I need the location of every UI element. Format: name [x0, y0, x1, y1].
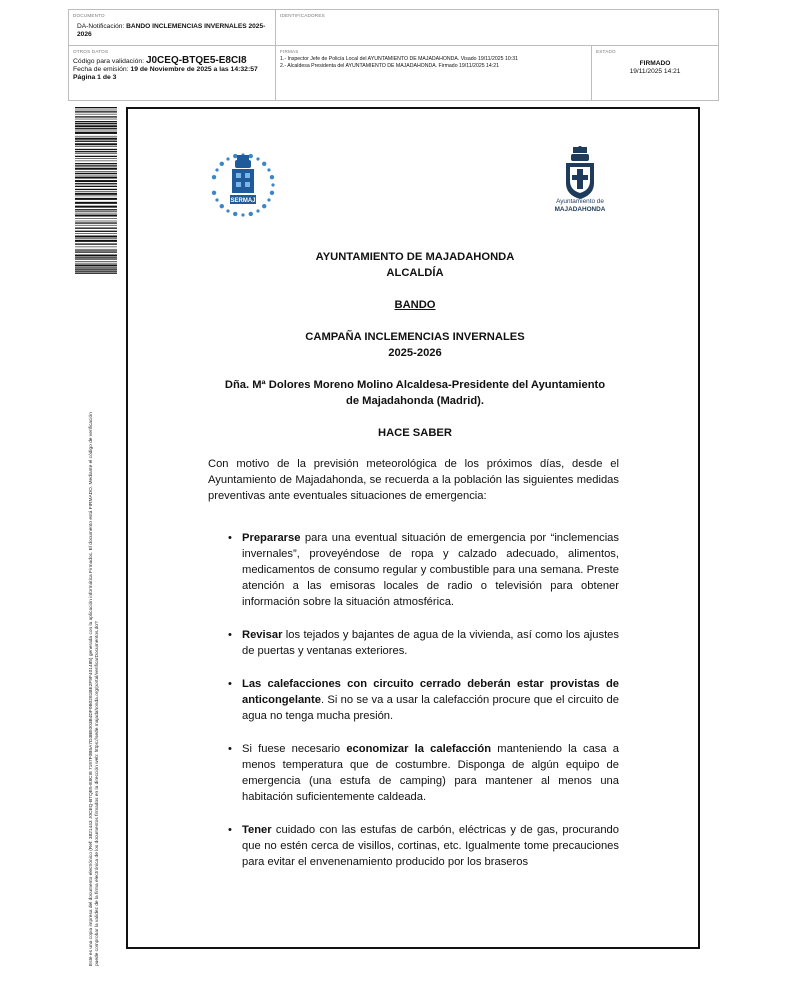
barcode-bar	[75, 132, 117, 134]
barcode-bar	[75, 267, 117, 268]
barcode-bar	[75, 196, 117, 197]
barcode-bar	[75, 273, 117, 274]
documento-cell	[69, 10, 276, 46]
barcode-bar	[75, 243, 117, 244]
logo-dot	[249, 154, 253, 158]
item-2-bold: Revisar	[242, 629, 283, 641]
estado-value	[596, 60, 714, 76]
barcode-bar	[75, 165, 117, 166]
barcode-bar	[75, 249, 117, 250]
barcode-bar	[75, 136, 117, 137]
bullet-2: •	[228, 629, 232, 641]
logo-dot	[226, 209, 229, 212]
barcode-bar	[75, 146, 117, 147]
logo-dot	[233, 154, 237, 158]
logo-dot	[256, 209, 259, 212]
barcode-bar	[75, 116, 117, 117]
logo-dot	[215, 198, 218, 201]
identificadores-label: IDENTIFICADORES	[280, 13, 325, 18]
barcode-bar	[75, 168, 117, 170]
barcode-bar	[75, 268, 117, 269]
barcode-bar	[75, 202, 117, 204]
season: 2025-2026	[388, 347, 442, 359]
firma-2: 2.- Alcaldesa Presidenta del AYUNTAMIENTO DE MAJADAHONDA. Firmado 19/11/2025 14:21	[280, 63, 500, 69]
barcode-bar	[75, 141, 117, 142]
codigo-label: Código para validación:	[73, 58, 146, 65]
firmas-cell	[276, 46, 592, 101]
logo-dot	[233, 212, 237, 216]
barcode-bar	[75, 270, 117, 271]
barcode-bar	[75, 131, 117, 132]
logo-dot	[270, 175, 274, 179]
barcode-bar	[75, 107, 117, 108]
barcode-bar	[75, 198, 117, 200]
barcode-bar	[75, 261, 117, 262]
logo-dot	[256, 157, 259, 160]
issuer-line-1: Dña. Mª Dolores Moreno Molino Alcaldesa-Presidente del Ayuntamiento	[224, 379, 606, 391]
otros-datos-label: OTROS DATOS	[73, 49, 109, 54]
barcode-bar	[75, 215, 117, 217]
item-3-text: . Si no se va a usar la calefacción procure que el circuito de agua no tenga mucha presión.	[242, 694, 619, 722]
bullet-3: •	[228, 678, 232, 690]
side-text-line-1: Este es una copia impresa del documento electrónico (Ref: 3821443 J0CEQ-BTQE5-E8CI8 7197F0B5A7D3BE003B4DF0B0281BE2F9F401485) generada con la aplicación informática Firmadoc. El documento está FIRMADO. Mediante el código de verificación	[89, 412, 94, 966]
bullet-4: •	[228, 743, 232, 755]
logo-dot	[226, 157, 229, 160]
logo-dot	[215, 168, 218, 171]
barcode-bar	[75, 189, 117, 190]
barcode-bar	[75, 225, 117, 226]
barcode-bar	[75, 156, 117, 157]
logo-line-2: MAJADAHONDA	[554, 206, 606, 213]
firmas-label: FIRMAS	[280, 49, 299, 54]
barcode-bar	[75, 235, 117, 237]
org-name: AYUNTAMIENTO DE MAJADAHONDA	[315, 251, 515, 263]
logo-dot	[271, 183, 274, 186]
barcode-bar	[75, 121, 117, 122]
logo-dot	[267, 168, 270, 171]
list-item	[242, 741, 619, 805]
bando-heading: BANDO	[394, 299, 436, 311]
barcode-bar	[75, 254, 117, 256]
barcode-bar	[75, 119, 117, 120]
barcode-bar	[75, 143, 117, 145]
list-item	[242, 627, 619, 659]
barcode-bar	[75, 264, 117, 266]
barcode-bar	[75, 149, 117, 150]
side-text-line-2: puede comprobar la validez de la firma electrónica de los documentos firmados en la dirección web: https://sede.majadahonda.org/portal/verificarDocumentos.do?	[95, 621, 100, 966]
barcode-bar	[75, 221, 117, 222]
logo-dot	[241, 213, 244, 216]
barcode-bar	[75, 177, 117, 179]
logo-dot	[262, 204, 266, 208]
issuer-line-2: de Majadahonda (Madrid).	[346, 395, 484, 407]
barcode-bar	[75, 209, 117, 210]
logo-dot	[212, 175, 216, 179]
item-5-bold: Tener	[242, 824, 272, 836]
codigo-line	[73, 57, 271, 66]
barcode-bar	[75, 153, 117, 154]
fecha-label: Fecha de emisión:	[73, 66, 131, 73]
hace-saber: HACE SABER	[378, 427, 452, 439]
logo-line-1: Ayuntamiento de	[556, 198, 604, 205]
barcode-bar	[75, 171, 117, 172]
logo-dot	[220, 204, 224, 208]
bullet-5: •	[228, 824, 232, 836]
item-2-text: los tejados y bajantes de agua de la vivienda, así como los ajustes de puertas y ventanas exteriores.	[242, 629, 619, 657]
barcode-bar	[75, 218, 117, 219]
barcode	[75, 107, 117, 275]
list-item	[242, 822, 619, 870]
barcode-bar	[75, 238, 117, 239]
sermaj-badge-text: SERMAJ	[230, 198, 256, 204]
otros-datos-cell	[69, 46, 276, 101]
barcode-bar	[75, 151, 117, 152]
barcode-bar	[75, 240, 117, 242]
fecha-line	[73, 66, 271, 74]
barcode-bar	[75, 251, 117, 252]
barcode-bar	[75, 123, 117, 124]
list-item	[242, 676, 619, 724]
validation-code: J0CEQ-BTQE5-E8CI8	[145, 55, 247, 66]
barcode-bar	[75, 259, 117, 260]
bando-frame	[126, 107, 700, 949]
barcode-bar	[75, 233, 117, 234]
estado-cell	[592, 46, 718, 101]
barcode-bar	[75, 211, 117, 212]
logo-dot	[220, 162, 224, 166]
campaign-title: CAMPAÑA INCLEMENCIAS INVERNALES	[305, 331, 525, 343]
item-5-text: cuidado con las estufas de carbón, eléctricas y de gas, procurando que no estén cerca de visillos, cortinas, etc. Igualmente tome precauciones para evitar el envenenamiento producido por los braseros	[242, 824, 619, 868]
bullet-1: •	[228, 532, 232, 544]
barcode-bar	[75, 128, 117, 129]
page-indicator: Página 1 de 3	[73, 74, 117, 81]
barcode-bar	[75, 125, 117, 127]
verification-side-text	[89, 276, 101, 966]
majadahonda-logo-text	[533, 198, 627, 214]
document-header	[68, 9, 719, 101]
logo-dot	[249, 212, 253, 216]
documento-prefix: DA-Notificación:	[77, 23, 127, 30]
barcode-bar	[75, 161, 117, 162]
documento-title: BANDO INCLEMENCIAS INVERNALES 2025-2026	[77, 23, 266, 38]
barcode-bar	[75, 138, 117, 140]
barcode-bar	[75, 191, 117, 192]
identificadores-cell	[276, 10, 718, 46]
barcode-bar	[75, 186, 117, 187]
barcode-bar	[75, 173, 117, 174]
item-4-bold: economizar la calefacción	[346, 743, 492, 755]
office-name: ALCALDÍA	[386, 267, 444, 279]
barcode-bar	[75, 247, 117, 248]
barcode-bar	[75, 257, 117, 258]
barcode-bar	[75, 183, 117, 184]
barcode-bar	[75, 222, 117, 223]
estado-date: 19/11/2025 14:21	[629, 68, 681, 75]
item-4-text: manteniendo la casa a menos temperatura que de costumbre. Disponga de algún equipo de emergencia (una estufa de camping) para mantener al menos una habitación suficientemente caldeada.	[242, 743, 619, 803]
estado-status: FIRMADO	[639, 60, 671, 67]
sermaj-logo	[208, 149, 278, 219]
barcode-bar	[75, 111, 117, 112]
logo-dot	[270, 191, 274, 195]
barcode-bar	[75, 206, 117, 208]
barcode-bar	[75, 175, 117, 176]
barcode-bar	[75, 193, 117, 195]
logo-dot	[267, 198, 270, 201]
barcode-bar	[75, 213, 117, 214]
barcode-bar	[75, 110, 117, 111]
documento-name	[73, 23, 271, 39]
item-1-text: para una eventual situación de emergencia por “inclemencias invernales”, proveyéndose de ropa y calzado adecuado, alimentos, medicamentos de consumo regular y combustible para una semana. Preste atención a las emisoras locales de radio o televisión para obtener información sobre la situación atmosférica.	[242, 532, 619, 608]
item-4-pre: Si fuese necesario	[242, 743, 347, 755]
intro-paragraph: Con motivo de la previsión meteorológica de los próximos días, desde el Ayuntamiento de Majadahonda, se recuerda a la población las siguientes medidas preventivas ante eventuales situaciones de emergencia:	[208, 458, 619, 502]
logo-dot	[212, 191, 216, 195]
barcode-bar	[75, 163, 117, 164]
documento-label: DOCUMENTO	[73, 13, 105, 18]
barcode-bar	[75, 231, 117, 232]
fecha-value: 19 de Noviembre de 2025 a las 14:32:57	[130, 66, 258, 73]
firma-1: 1.- Inspector Jefe de Policía Local del AYUNTAMIENTO DE MAJADAHONDA. Visado 19/11/2025 10:31	[280, 56, 518, 62]
estado-label: ESTADO	[596, 49, 616, 54]
item-3-bold: Las calefacciones con circuito cerrado deberán estar provistas de anticongelante	[242, 678, 619, 706]
barcode-bar	[75, 228, 117, 229]
barcode-bar	[75, 158, 117, 159]
item-1-bold: Prepararse	[242, 532, 301, 544]
barcode-bar	[75, 114, 117, 115]
list-item	[242, 530, 619, 610]
barcode-bar	[75, 180, 117, 182]
barcode-bar	[75, 263, 117, 264]
logo-dot	[262, 162, 266, 166]
barcode-bar	[75, 250, 117, 251]
